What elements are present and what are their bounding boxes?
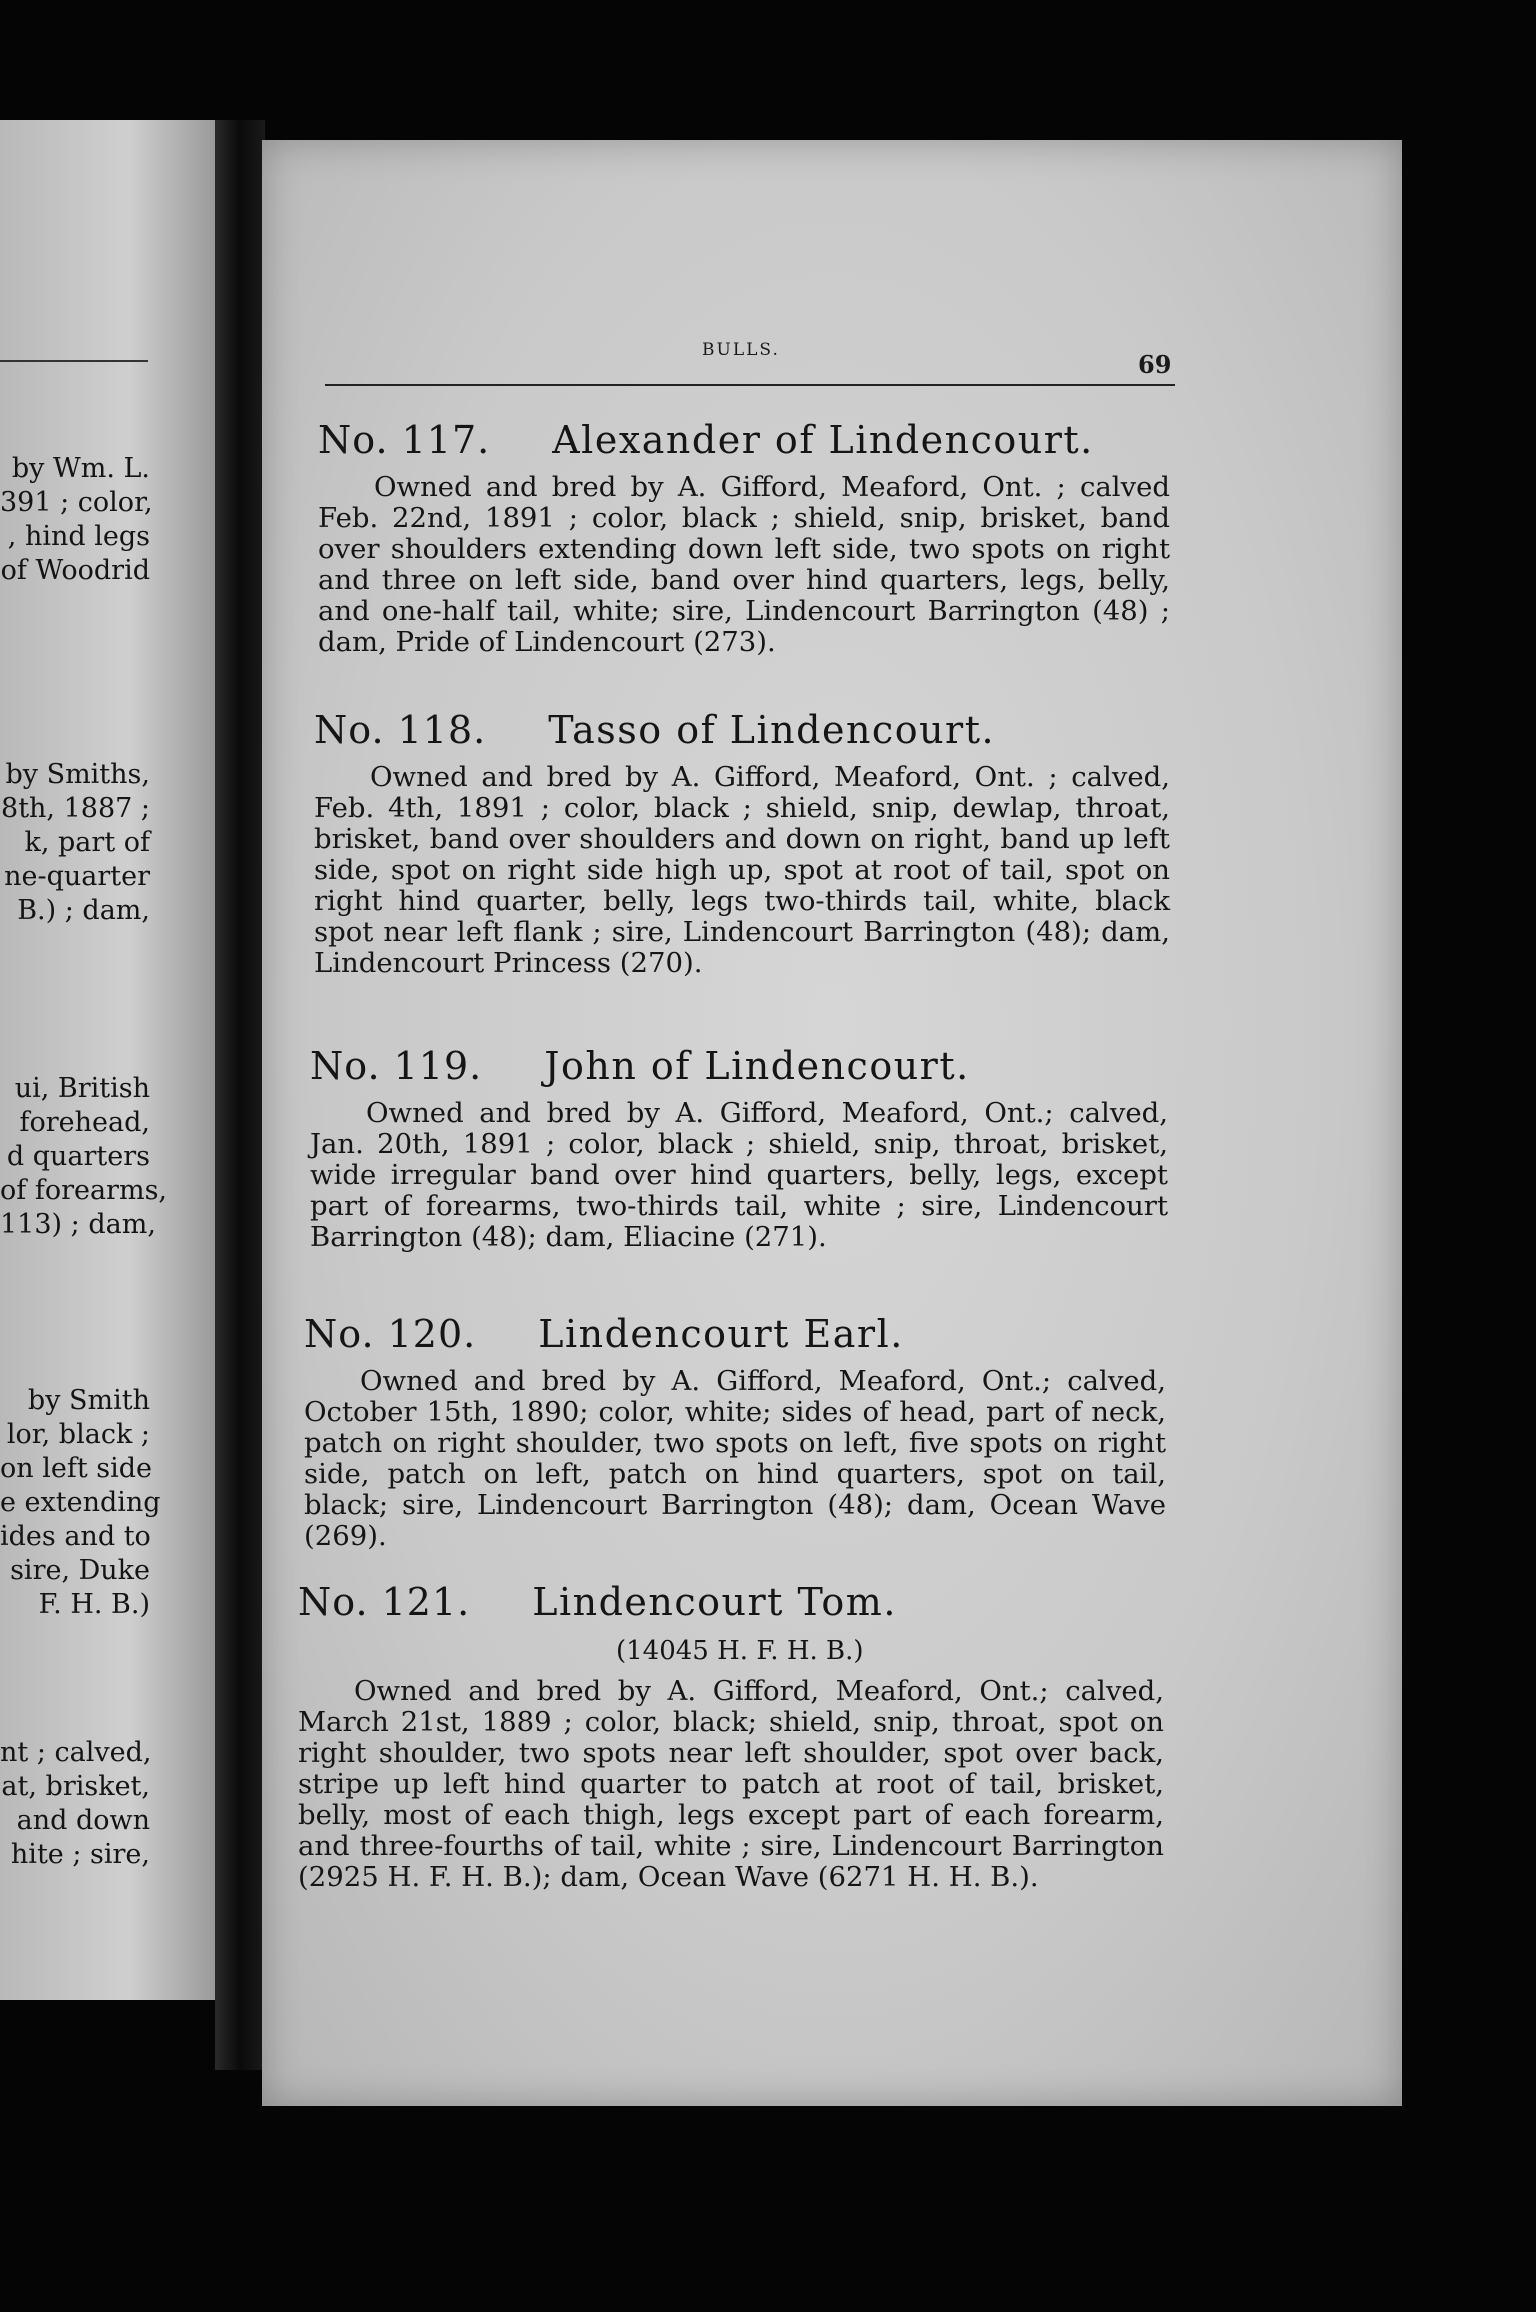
page-number: 69: [1138, 350, 1172, 379]
facing-line: k, part of: [24, 827, 150, 858]
entry-body-text: Owned and bred by A. Gifford, Meaford, Ont.; calved, October 15th, 1890; color, white; sides of head, part of neck, patch on right shoulder, two spots on left, five spots on right side, patch on left, patch on hind quarters, spot on tail, black; sire, Lindencourt Barrington (48); dam, Ocean Wave (269).: [304, 1365, 1166, 1552]
entry-118: [314, 708, 1170, 979]
facing-line: , hind legs: [7, 521, 150, 552]
entry-heading: [314, 708, 1170, 752]
header-rule: [325, 384, 1175, 386]
entry-title: Lindencourt Earl.: [538, 1312, 904, 1356]
facing-page-block-4: [0, 1384, 161, 1622]
entry-body: [304, 1366, 1166, 1552]
entry-title: John of Lindencourt.: [544, 1044, 970, 1088]
entry-body: [310, 1098, 1168, 1253]
facing-line: 391 ; color,: [0, 487, 153, 518]
facing-page-rule: [0, 360, 148, 362]
facing-line: e extending: [0, 1487, 161, 1518]
entry-119: [310, 1044, 1168, 1253]
entry-title: Tasso of Lindencourt.: [548, 708, 996, 752]
entry-117: [318, 418, 1170, 658]
entry-body-text: Owned and bred by A. Gifford, Meaford, Ont. ; calved Feb. 22nd, 1891 ; color, black ; shield, snip, brisket, band over shoulders extending down left side, two spots on right and three on left side, band over hind quarters, legs, belly, and one-half tail, white; sire, Lindencourt Barrington (48) ; dam, Pride of Lindencourt (273).: [318, 471, 1170, 658]
facing-line: nt ; calved,: [0, 1737, 152, 1768]
facing-line: hite ; sire,: [10, 1839, 150, 1870]
facing-line: d quarters: [6, 1141, 150, 1172]
entry-body: [314, 762, 1170, 979]
entry-body-text: Owned and bred by A. Gifford, Meaford, Ont. ; calved, Feb. 4th, 1891 ; color, black ; shield, snip, dewlap, throat, brisket, band over shoulders and down on right, band up left side, spot on right side high up, spot at root of tail, spot on right hind quarter, belly, legs two-thirds tail, white, black spot near left flank ; sire, Lindencourt Barrington (48); dam, Lindencourt Princess (270).: [314, 761, 1170, 979]
facing-line: by Wm. L.: [11, 453, 150, 484]
entry-body-text: Owned and bred by A. Gifford, Meaford, Ont.; calved, Jan. 20th, 1891 ; color, black ; shield, snip, throat, brisket, wide irregular band over hind quarters, belly, legs, except part of forearms, two-thirds tail, white ; sire, Lindencourt Barrington (48); dam, Eliacine (271).: [310, 1097, 1168, 1253]
entry-number: No. 118.: [314, 708, 487, 752]
entry-heading: [298, 1580, 1164, 1624]
facing-page: [0, 120, 215, 2000]
entry-number: No. 117.: [318, 418, 491, 462]
entry-number: No. 121.: [298, 1580, 471, 1624]
entry-title: Alexander of Lindencourt.: [552, 418, 1094, 462]
facing-line: ne-quarter: [4, 861, 150, 892]
entry-heading: [310, 1044, 1168, 1088]
facing-line: of Woodrid: [0, 555, 150, 586]
entry-heading: [318, 418, 1170, 462]
entry-body: [318, 472, 1170, 658]
facing-page-block-1: [0, 452, 153, 588]
entry-number: No. 119.: [310, 1044, 483, 1088]
facing-line: of forearms,: [0, 1175, 168, 1206]
facing-line: by Smith: [27, 1385, 150, 1416]
entry-body-text: Owned and bred by A. Gifford, Meaford, Ont.; calved, March 21st, 1889 ; color, black; shield, snip, throat, spot on right shoulder, two spots near left shoulder, spot over back, stripe up left hind quarter to patch at root of tail, brisket, belly, most of each thigh, legs except part of each forearm, and three-fourths of tail, white ; sire, Lindencourt Barrington (2925 H. F. H. B.); dam, Ocean Wave (6271 H. H. B.).: [298, 1675, 1164, 1893]
facing-line: sire, Duke: [10, 1555, 150, 1586]
facing-line: 8th, 1887 ;: [1, 793, 150, 824]
entry-120: [304, 1312, 1166, 1552]
facing-page-block-3: [0, 1072, 168, 1242]
entry-number: No. 120.: [304, 1312, 477, 1356]
facing-line: ides and to: [0, 1521, 151, 1552]
facing-line: 113) ; dam,: [0, 1209, 156, 1240]
facing-page-block-5: [0, 1736, 150, 1872]
entry-heading: [304, 1312, 1166, 1356]
book-gutter: [215, 120, 265, 2070]
facing-line: at, brisket,: [1, 1771, 150, 1802]
facing-line: F. H. B.): [38, 1589, 150, 1620]
entry-121: [298, 1580, 1164, 1893]
facing-line: and down: [16, 1805, 150, 1836]
facing-page-block-2: [0, 758, 150, 928]
facing-line: by Smiths,: [5, 759, 150, 790]
entry-title: Lindencourt Tom.: [532, 1580, 897, 1624]
facing-line: forehead,: [19, 1107, 150, 1138]
entry-body: [298, 1676, 1164, 1893]
facing-line: B.) ; dam,: [17, 895, 150, 926]
running-head: BULLS.: [702, 340, 780, 360]
facing-line: ui, British: [14, 1073, 150, 1104]
facing-line: lor, black ;: [6, 1419, 150, 1450]
facing-line: on left side: [0, 1453, 153, 1484]
herd-book-number: (14045 H. F. H. B.): [616, 1636, 864, 1666]
